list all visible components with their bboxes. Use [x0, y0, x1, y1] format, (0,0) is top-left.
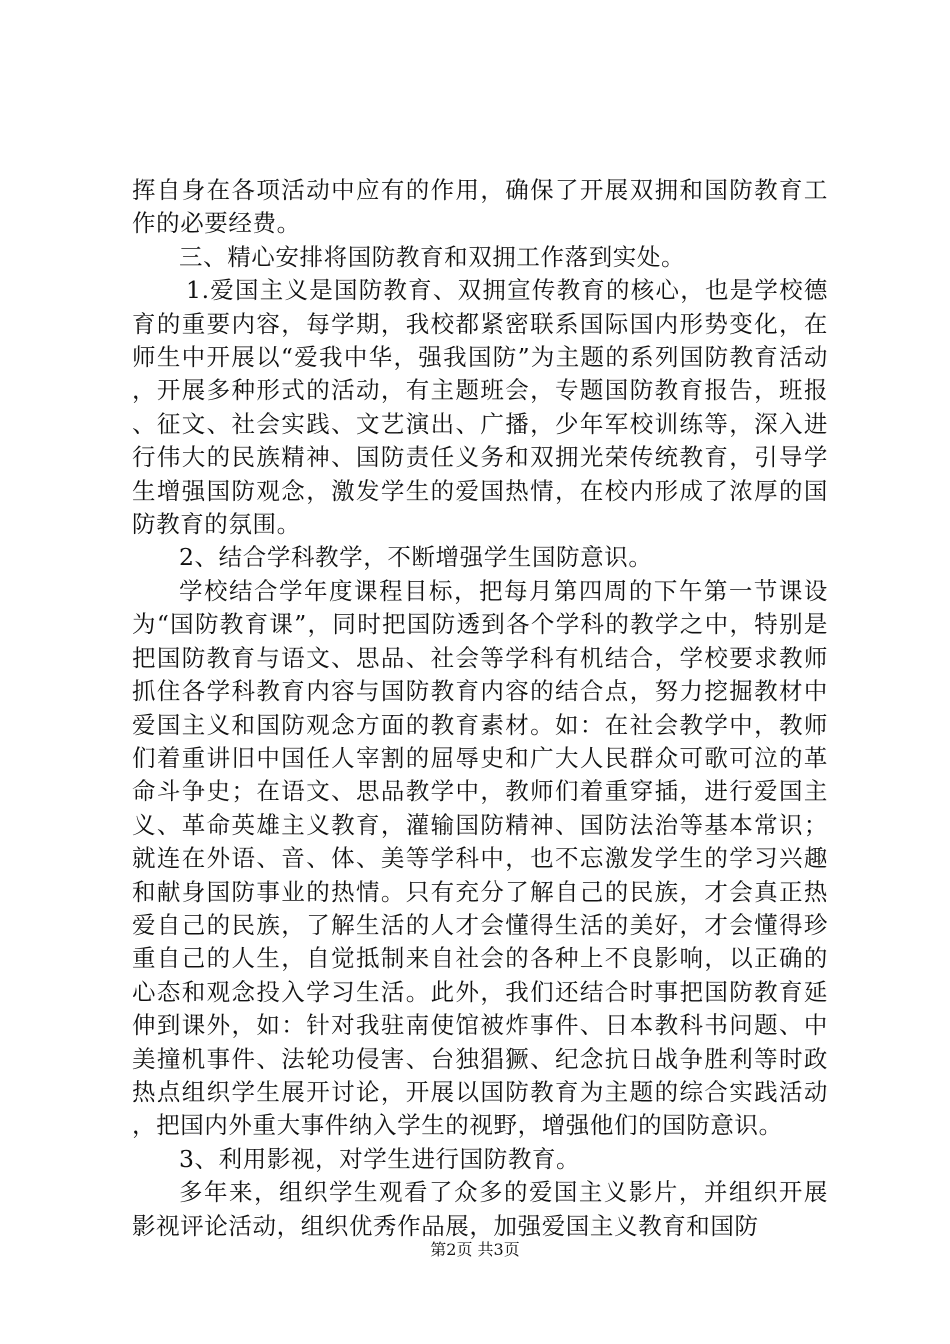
paragraph-item-1: 1.爱国主义是国防教育、双拥宣传教育的核心，也是学校德育的重要内容，每学期，我校都紧密联系国际国内形势变化，在师生中开展以“爱我中华，强我国防”为主题的系列国防教育活动，开展多种形式的活动，有主题班会，专题国防教育报告，班报、征文、社会实践、文艺演出、广播，少年军校训练等，深入进行伟大的民族精神、国防责任义务和双拥光荣传统教育，引导学生增强国防观念，激发学生的爱国热情，在校内形成了浓厚的国防教育的氛围。 [132, 276, 828, 539]
document-body [132, 174, 828, 1243]
page-number-footer: 第2页 共3页 [430, 1240, 520, 1259]
subheading-item-2: 2、结合学科教学，不断增强学生国防意识。 [179, 543, 653, 572]
section-heading-3: 三、精心安排将国防教育和双拥工作落到实处。 [179, 242, 686, 271]
paragraph-item-2: 学校结合学年度课程目标，把每月第四周的下午第一节课设为“国防教育课”，同时把国防透到各个学科的教学之中，特别是把国防教育与语文、思品、社会等学科有机结合，学校要求教师抓住各学科教育内容与国防教育内容的结合点，努力挖掘教材中爱国主义和国防观念方面的教育素材。如：在社会教学中，教师们着重讲旧中国任人宰割的屈辱史和广大人民群众可歌可泣的革命斗争史；在语文、思品教学中，教师们着重穿插，进行爱国主义、革命英雄主义教育，灌输国防精神、国防法治等基本常识；就连在外语、音、体、美等学科中，也不忘激发学生的学习兴趣和献身国防事业的热情。只有充分了解自己的民族，才会真正热爱自己的民族，了解生活的人才会懂得生活的美好，才会懂得珍重自己的人生，自觉抵制来自社会的各种上不良影响，以正确的心态和观念投入学习生活。此外，我们还结合时事把国防教育延伸到课外，如：针对我驻南使馆被炸事件、日本教科书问题、中美撞机事件、法轮功侵害、台独猖獗、纪念抗日战争胜利等时政热点组织学生展开讨论，开展以国防教育为主题的综合实践活动，把国内外重大事件纳入学生的视野，增强他们的国防意识。 [132, 576, 828, 1140]
subheading-item-3: 3、利用影视，对学生进行国防教育。 [179, 1144, 581, 1173]
paragraph-item-3: 多年来，组织学生观看了众多的爱国主义影片，并组织开展影视评论活动，组织优秀作品展，加强爱国主义教育和国防 [132, 1178, 828, 1240]
paragraph-1: 挥自身在各项活动中应有的作用，确保了开展双拥和国防教育工作的必要经费。 [132, 176, 828, 238]
